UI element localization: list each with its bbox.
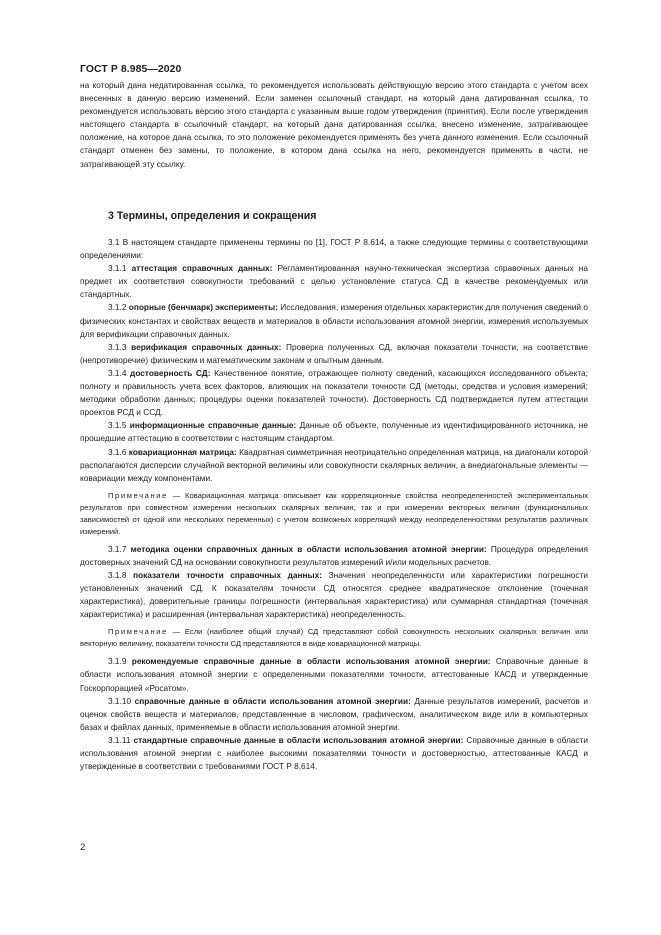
term-number: 3.1.1 <box>108 263 132 274</box>
term-number: 3.1.8 <box>108 569 134 580</box>
term-name: стандартные справочные данные в области использования атомной энергии: <box>133 734 464 745</box>
note-text: — Ковариационная матрица описывает как корреляционные свойства неопределенностей экспериментальных результатов при совместном измерении нескольких скалярных величин, так и при измерении векторных величин (функциональных зависимостей от одной или нескольких переменных) с учетом возможных корреляций между неопределенностями результатов различных измерений. <box>80 490 588 536</box>
term-definition: Данные об объекте, полученные из идентифицированного источника, не прошедшие аттестацию в соответствии с настоящим стандартом. <box>80 420 588 444</box>
page-number: 2 <box>80 842 86 853</box>
term-definition: Исследования, измерения отдельных характеристик для получения сведений о физических константах и свойствах веществ и материалов в области использования атомной энергии, измерения используемых для верификации справочных данных. <box>80 302 588 339</box>
section-title: 3 Термины, определения и сокращения <box>108 210 317 222</box>
term-definition: Справочные данные в области использования атомной энергии с определенными показателями точности, аттестованные КАСД и утвержденные Госкорпорацией «Росатом». <box>80 656 588 693</box>
term-3-1-1 <box>80 262 588 301</box>
intro-text: на который дана недатированная ссылка, то рекомендуется использовать действующую версию этого стандарта с учетом всех внесенных в данную версию изменений. Если заменен ссылочный стандарт, на который дана датированная ссылка, то рекомендуется использовать версию этого стандарта с указанным выше годом утверждения (принятия). Если после утверждения настоящего стандарта в ссылочный стандарт, на который дана датированная ссылка, внесено изменение, затрагивающее положение, на которое дана ссылка, то это положение рекомендуется применять без учета данного изменения. Если ссылочный стандарт отменен без замены, то положение, в котором дана ссылка на него, рекомендуется применять в части, не затрагивающей эту ссылку. <box>80 80 588 169</box>
term-definition: Регламентированная научно-техническая экспертиза справочных данных на предмет их соответствия совокупности требований с целью установление статуса СД в качестве рекомендуемых или стандартных. <box>80 263 589 300</box>
term-definition: Значения неопределенности или характеристики погрешности установленных значений СД. К показателям точности СД относятся среднее квадратическое отклонение (точечная характеристика), доверительные границы погрешности (интервальная характеристика) или суммарная стандартная (точечная характеристика) и расширенная (интервальная характеристика) неопределенность. <box>80 569 589 620</box>
term-definition: Справочные данные в области использования атомной энергии с наиболее высокими показателями точности и достоверностью, аттестованные КАСД и утвержденные в соответствии с требованиями ГОСТ Р 8.614. <box>80 734 588 772</box>
term-3-1-11 <box>80 734 588 773</box>
term-number: 3.1.9 <box>108 656 132 667</box>
term-3-1-10 <box>80 695 588 734</box>
note-accuracy <box>80 626 588 650</box>
term-number: 3.1.3 <box>108 341 132 352</box>
term-3-1-3 <box>80 341 588 367</box>
term-definition: Квадратная симметричная неотрицательно определенная матрица, на диагонали которой располагаются дисперсии случайной векторной величины или совокупности скалярных величин, а внедиагональные элементы — ковариации между компонентами. <box>80 446 588 483</box>
term-name: справочные данные в области использования атомной энергии: <box>134 695 411 706</box>
term-name: ковариационная матрица: <box>128 446 237 457</box>
term-name: опорные (бенчмарк) эксперименты: <box>128 302 278 313</box>
term-3-1-2 <box>80 301 588 340</box>
term-number: 3.1.5 <box>108 420 130 431</box>
term-3-1-6 <box>80 446 588 485</box>
term-3-1-7 <box>80 543 588 569</box>
term-definition: Процедура определения достоверных значений СД на основании совокупности результатов измерений и/или модельных расчетов. <box>80 543 588 567</box>
note-label: Примечание <box>108 490 168 500</box>
term-name: верификация справочных данных: <box>131 341 282 352</box>
term-definition: Качественное понятие, отражающее полноту сведений, касающихся исследованного объекта; полноту и правильность учета всех факторов, влияющих на показатели точности СД (методы, средства и условия измерений; методики обработки данных; процедуры оценки показателей точности). Достоверность СД подтверждается путем аттестации проектов РСД и ССД. <box>80 367 588 418</box>
term-3-1-4 <box>80 367 588 419</box>
term-definition: Проверка полученных СД, включая показатели точности, на соответствие (непротиворечие) физическим и математическим законам и опытным данным. <box>80 341 589 365</box>
term-number: 3.1.2 <box>108 302 129 313</box>
term-name: показатели точности справочных данных: <box>133 569 322 580</box>
term-name: достоверность СД: <box>130 367 211 378</box>
term-name: информационные справочные данные: <box>129 420 297 431</box>
term-number: 3.1.11 <box>108 734 134 745</box>
term-name: методика оценки справочных данных в области использования атомной энергии: <box>130 543 487 554</box>
term-3-1-9 <box>80 655 588 694</box>
note-text: — Если (наиболее общий случай) СД представляют собой совокупность нескольких скалярных величин или векторную величину, показатели точности СД представляются в виде ковариационной матрицы. <box>80 627 588 649</box>
intro-paragraph <box>80 79 588 171</box>
term-number: 3.1.4 <box>108 367 131 378</box>
note-covariance <box>80 490 588 538</box>
term-name: аттестация справочных данных: <box>131 263 273 274</box>
paragraph-3-1: 3.1 В настоящем стандарте применены термины по [1], ГОСТ Р 8.614, а также следующие термины с соответствующими определениями: <box>80 237 588 261</box>
term-3-1-8 <box>80 569 588 621</box>
term-number: 3.1.7 <box>108 543 131 554</box>
term-number: 3.1.10 <box>108 695 135 706</box>
term-definition: Данные результатов измерений, расчетов и оценок свойств веществ и материалов, представленные в числовом, графическом, аналитическом виде или в компьютерных базах и файлах данных, применяемые в области использования атомной энергии. <box>80 695 589 732</box>
term-name: рекомендуемые справочные данные в области использования атомной энергии: <box>131 656 491 667</box>
terms-list <box>80 236 588 773</box>
document-header: ГОСТ Р 8.985—2020 <box>80 64 182 75</box>
term-number: 3.1.6 <box>108 446 129 457</box>
note-label: Примечание <box>108 627 168 637</box>
term-3-1-5 <box>80 419 588 445</box>
